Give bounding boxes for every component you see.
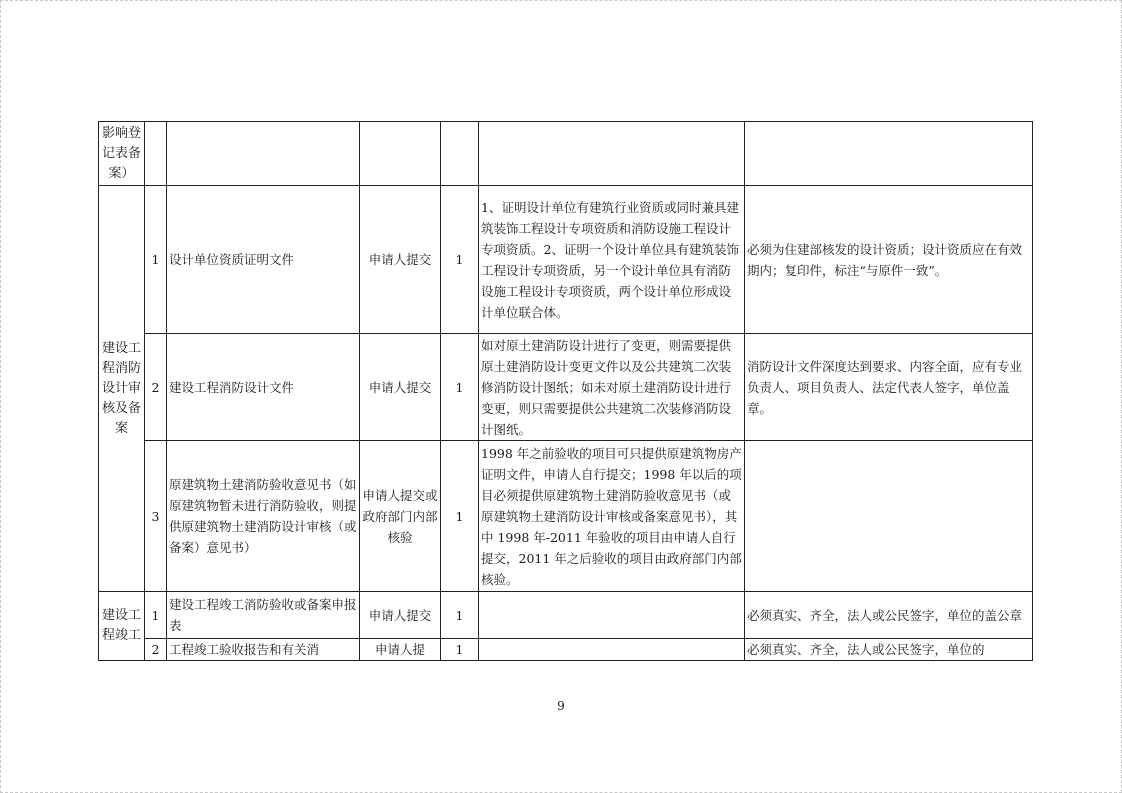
document-name-cell: 工程竣工验收报告和有关消 [167,639,360,661]
number-cell: 2 [145,334,167,441]
category-cell: 影响登记表备案） [99,122,145,186]
document-name-cell: 原建筑物土建消防验收意见书（如原建筑物暂未进行消防验收，则提供原建筑物土建消防设计审核（或备案）意见书） [167,441,360,592]
number-cell: 2 [145,639,167,661]
document-name-cell [167,122,360,186]
requirement-cell: 必须真实、齐全，法人或公民签字，单位的 [745,639,1033,661]
quantity-cell: 1 [441,334,479,441]
description-cell [479,122,745,186]
description-cell [479,639,745,661]
quantity-cell: 1 [441,592,479,639]
submitter-cell [360,122,441,186]
number-cell [145,122,167,186]
document-name-cell: 建设工程消防设计文件 [167,334,360,441]
number-cell: 3 [145,441,167,592]
table-row [99,122,1033,186]
submitter-cell: 申请人提交或政府部门内部核验 [360,441,441,592]
quantity-cell: 1 [441,441,479,592]
submitter-cell: 申请人提交 [360,334,441,441]
submitter-cell: 申请人提交 [360,592,441,639]
category-cell: 建设工程消防设计审核及备案 [99,186,145,592]
table-row [99,334,1033,441]
document-name-cell: 设计单位资质证明文件 [167,186,360,334]
quantity-cell: 1 [441,639,479,661]
number-cell: 1 [145,186,167,334]
category-cell: 建设工程竣工 [99,592,145,661]
table-row [99,441,1033,592]
table-row [99,639,1033,661]
page-number: 9 [557,699,565,713]
table-row [99,592,1033,639]
description-cell: 1998 年之前验收的项目可只提供原建筑物房产证明文件，申请人自行提交；1998 年以后的项目必须提供原建筑物土建消防验收意见书（或原建筑物土建消防设计审核或备案意见书），其中 1998 年-2011 年验收的项目由申请人自行提交，2011 年之后验收的项目由政府部门内部核验。 [479,441,745,592]
requirement-cell [745,441,1033,592]
requirement-cell: 必须为住建部核发的设计资质；设计资质应在有效期内；复印件，标注“与原件一致”。 [745,186,1033,334]
table-row [99,186,1033,334]
requirements-table [98,121,1033,661]
number-cell: 1 [145,592,167,639]
submitter-cell: 申请人提交 [360,186,441,334]
requirement-cell: 消防设计文件深度达到要求、内容全面，应有专业负责人、项目负责人、法定代表人签字，单位盖章。 [745,334,1033,441]
requirement-cell [745,122,1033,186]
description-cell: 如对原土建消防设计进行了变更，则需要提供原土建消防设计变更文件以及公共建筑二次装修消防设计图纸；如未对原土建消防设计进行变更，则只需要提供公共建筑二次装修消防设计图纸。 [479,334,745,441]
quantity-cell [441,122,479,186]
submitter-cell: 申请人提 [360,639,441,661]
description-cell [479,592,745,639]
requirement-cell: 必须真实、齐全，法人或公民签字，单位的盖公章 [745,592,1033,639]
description-cell: 1、证明设计单位有建筑行业资质或同时兼具建筑装饰工程设计专项资质和消防设施工程设计专项资质。2、证明一个设计单位具有建筑装饰工程设计专项资质，另一个设计单位具有消防设施工程设计专项资质，两个设计单位形成设计单位联合体。 [479,186,745,334]
document-name-cell: 建设工程竣工消防验收或备案申报表 [167,592,360,639]
quantity-cell: 1 [441,186,479,334]
